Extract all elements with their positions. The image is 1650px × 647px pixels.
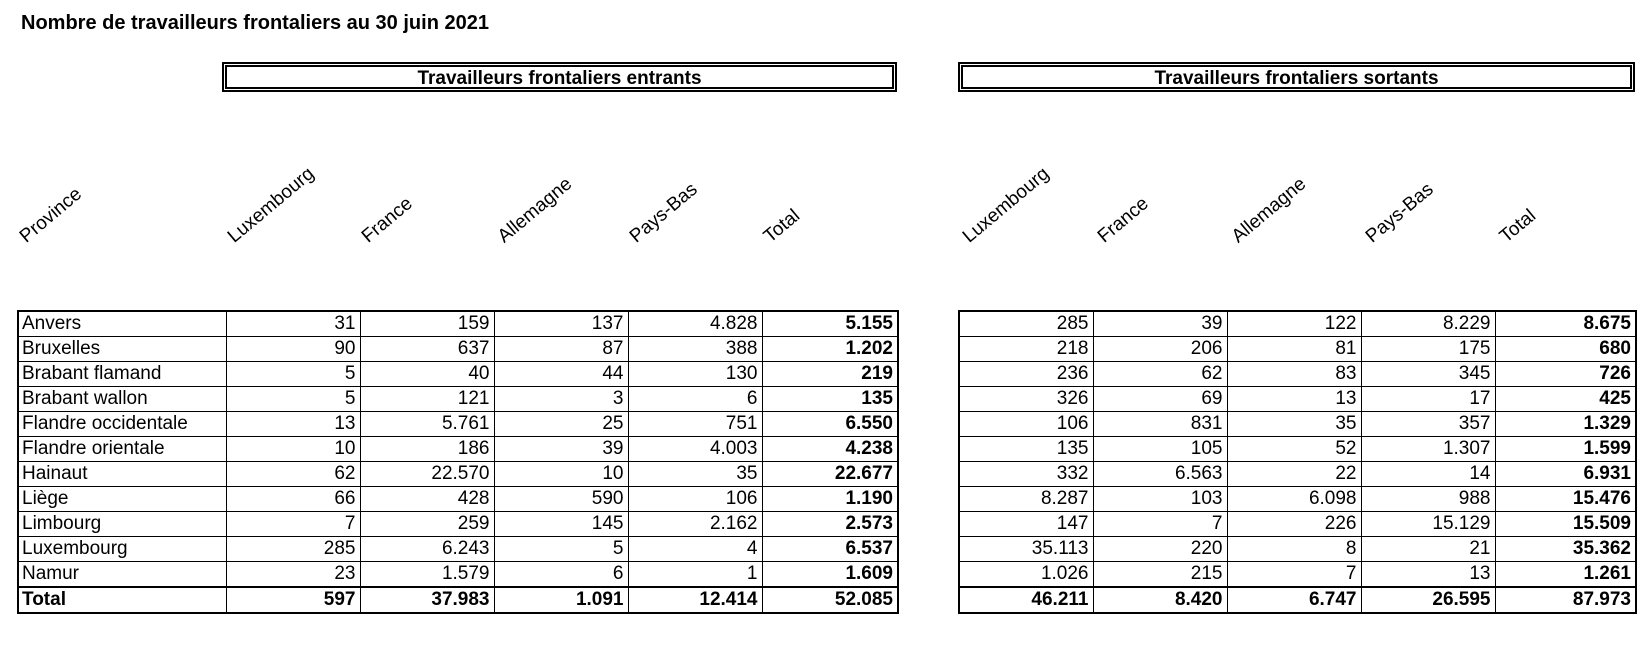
col-header-out-allemagne: Allemagne (1227, 173, 1311, 248)
value-cell: 345 (1361, 362, 1495, 387)
value-cell: 215 (1093, 562, 1227, 588)
table-row (18, 437, 898, 462)
value-cell: 326 (959, 387, 1093, 412)
value-cell: 6 (628, 387, 762, 412)
value-cell: 106 (959, 412, 1093, 437)
total-cell: 1.609 (762, 562, 898, 588)
total-cell: 219 (762, 362, 898, 387)
col-header-out-total: Total (1495, 205, 1541, 248)
value-cell: 5 (226, 387, 360, 412)
table-row (18, 337, 898, 362)
value-cell: 4 (628, 537, 762, 562)
col-header-in-total: Total (759, 205, 805, 248)
value-cell: 7 (1227, 562, 1361, 588)
value-cell: 103 (1093, 487, 1227, 512)
table-row (18, 512, 898, 537)
province-cell: Namur (18, 562, 226, 588)
col-header-in-france: France (357, 193, 417, 248)
value-cell: 357 (1361, 412, 1495, 437)
value-cell: 751 (628, 412, 762, 437)
value-cell: 66 (226, 487, 360, 512)
table-row (959, 462, 1636, 487)
value-cell: 7 (1093, 512, 1227, 537)
table-row (959, 387, 1636, 412)
value-cell: 39 (494, 437, 628, 462)
total-cell: 6.931 (1495, 462, 1636, 487)
value-cell: 2.162 (628, 512, 762, 537)
value-cell: 159 (360, 311, 494, 337)
value-cell: 218 (959, 337, 1093, 362)
value-cell: 90 (226, 337, 360, 362)
value-cell: 22 (1227, 462, 1361, 487)
value-cell: 5 (494, 537, 628, 562)
value-cell: 332 (959, 462, 1093, 487)
table-row (18, 462, 898, 487)
value-cell: 220 (1093, 537, 1227, 562)
province-cell: Brabant flamand (18, 362, 226, 387)
table-row (18, 562, 898, 588)
value-cell: 4.828 (628, 311, 762, 337)
total-cell: 8.675 (1495, 311, 1636, 337)
total-cell: 15.509 (1495, 512, 1636, 537)
province-cell: Flandre occidentale (18, 412, 226, 437)
value-cell: 8 (1227, 537, 1361, 562)
value-cell: 7 (226, 512, 360, 537)
value-cell: 831 (1093, 412, 1227, 437)
value-cell: 62 (1093, 362, 1227, 387)
value-cell: 130 (628, 362, 762, 387)
total-cell: 22.677 (762, 462, 898, 487)
value-cell: 62 (226, 462, 360, 487)
value-cell: 87 (494, 337, 628, 362)
value-cell: 5 (226, 362, 360, 387)
total-cell: 680 (1495, 337, 1636, 362)
value-cell: 175 (1361, 337, 1495, 362)
total-label: Total (18, 587, 226, 613)
table-row (18, 537, 898, 562)
table-row (959, 437, 1636, 462)
table-row (959, 562, 1636, 588)
total-row (18, 587, 898, 613)
total-value-cell: 26.595 (1361, 587, 1495, 613)
total-cell: 5.155 (762, 311, 898, 337)
value-cell: 147 (959, 512, 1093, 537)
value-cell: 388 (628, 337, 762, 362)
value-cell: 8.229 (1361, 311, 1495, 337)
value-cell: 10 (226, 437, 360, 462)
value-cell: 44 (494, 362, 628, 387)
value-cell: 4.003 (628, 437, 762, 462)
value-cell: 6.563 (1093, 462, 1227, 487)
value-cell: 8.287 (959, 487, 1093, 512)
value-cell: 186 (360, 437, 494, 462)
table-row (959, 337, 1636, 362)
value-cell: 206 (1093, 337, 1227, 362)
total-value-cell: 1.091 (494, 587, 628, 613)
value-cell: 226 (1227, 512, 1361, 537)
col-header-out-paysbas: Pays-Bas (1361, 178, 1438, 248)
value-cell: 122 (1227, 311, 1361, 337)
total-cell: 135 (762, 387, 898, 412)
total-value-cell: 597 (226, 587, 360, 613)
total-cell: 1.261 (1495, 562, 1636, 588)
value-cell: 105 (1093, 437, 1227, 462)
value-cell: 13 (226, 412, 360, 437)
value-cell: 13 (1227, 387, 1361, 412)
value-cell: 40 (360, 362, 494, 387)
value-cell: 1.307 (1361, 437, 1495, 462)
total-value-cell: 52.085 (762, 587, 898, 613)
total-cell: 35.362 (1495, 537, 1636, 562)
table-row (959, 362, 1636, 387)
value-cell: 52 (1227, 437, 1361, 462)
value-cell: 121 (360, 387, 494, 412)
value-cell: 988 (1361, 487, 1495, 512)
table-row (18, 412, 898, 437)
total-cell: 4.238 (762, 437, 898, 462)
value-cell: 1.026 (959, 562, 1093, 588)
value-cell: 31 (226, 311, 360, 337)
value-cell: 637 (360, 337, 494, 362)
total-cell: 726 (1495, 362, 1636, 387)
total-value-cell: 37.983 (360, 587, 494, 613)
total-cell: 6.537 (762, 537, 898, 562)
value-cell: 10 (494, 462, 628, 487)
value-cell: 145 (494, 512, 628, 537)
sortants-table (958, 310, 1637, 614)
value-cell: 35 (1227, 412, 1361, 437)
total-value-cell: 8.420 (1093, 587, 1227, 613)
total-cell: 2.573 (762, 512, 898, 537)
value-cell: 137 (494, 311, 628, 337)
value-cell: 25 (494, 412, 628, 437)
value-cell: 6.098 (1227, 487, 1361, 512)
group-header-entrants: Travailleurs frontaliers entrants (222, 62, 897, 92)
table-row (959, 412, 1636, 437)
col-header-in-paysbas: Pays-Bas (625, 178, 702, 248)
value-cell: 106 (628, 487, 762, 512)
table-row (959, 537, 1636, 562)
value-cell: 285 (226, 537, 360, 562)
group-header-sortants: Travailleurs frontaliers sortants (958, 62, 1635, 92)
province-cell: Brabant wallon (18, 387, 226, 412)
value-cell: 590 (494, 487, 628, 512)
value-cell: 35.113 (959, 537, 1093, 562)
total-value-cell: 6.747 (1227, 587, 1361, 613)
value-cell: 5.761 (360, 412, 494, 437)
col-header-province: Province (15, 183, 86, 248)
value-cell: 14 (1361, 462, 1495, 487)
province-cell: Anvers (18, 311, 226, 337)
page-title: Nombre de travailleurs frontaliers au 30 juin 2021 (21, 12, 489, 34)
total-value-cell: 87.973 (1495, 587, 1636, 613)
value-cell: 3 (494, 387, 628, 412)
value-cell: 81 (1227, 337, 1361, 362)
province-cell: Limbourg (18, 512, 226, 537)
col-header-in-luxembourg: Luxembourg (223, 163, 319, 248)
total-cell: 425 (1495, 387, 1636, 412)
value-cell: 6 (494, 562, 628, 588)
table-row (959, 512, 1636, 537)
table-row (959, 487, 1636, 512)
province-cell: Luxembourg (18, 537, 226, 562)
table-row (18, 362, 898, 387)
value-cell: 428 (360, 487, 494, 512)
value-cell: 1.579 (360, 562, 494, 588)
value-cell: 23 (226, 562, 360, 588)
total-cell: 1.329 (1495, 412, 1636, 437)
value-cell: 83 (1227, 362, 1361, 387)
total-value-cell: 46.211 (959, 587, 1093, 613)
value-cell: 259 (360, 512, 494, 537)
value-cell: 17 (1361, 387, 1495, 412)
value-cell: 285 (959, 311, 1093, 337)
value-cell: 15.129 (1361, 512, 1495, 537)
value-cell: 1 (628, 562, 762, 588)
total-cell: 1.202 (762, 337, 898, 362)
value-cell: 35 (628, 462, 762, 487)
province-cell: Bruxelles (18, 337, 226, 362)
total-cell: 15.476 (1495, 487, 1636, 512)
total-value-cell: 12.414 (628, 587, 762, 613)
province-cell: Liège (18, 487, 226, 512)
value-cell: 39 (1093, 311, 1227, 337)
table-row (18, 387, 898, 412)
col-header-out-france: France (1093, 193, 1153, 248)
province-cell: Hainaut (18, 462, 226, 487)
value-cell: 6.243 (360, 537, 494, 562)
table-row (18, 311, 898, 337)
province-cell: Flandre orientale (18, 437, 226, 462)
value-cell: 21 (1361, 537, 1495, 562)
table-row (18, 487, 898, 512)
total-row (959, 587, 1636, 613)
total-cell: 1.190 (762, 487, 898, 512)
table-row (959, 311, 1636, 337)
col-header-out-luxembourg: Luxembourg (958, 163, 1054, 248)
value-cell: 22.570 (360, 462, 494, 487)
value-cell: 13 (1361, 562, 1495, 588)
entrants-table (17, 310, 899, 614)
value-cell: 69 (1093, 387, 1227, 412)
value-cell: 135 (959, 437, 1093, 462)
col-header-in-allemagne: Allemagne (493, 173, 577, 248)
value-cell: 236 (959, 362, 1093, 387)
total-cell: 1.599 (1495, 437, 1636, 462)
total-cell: 6.550 (762, 412, 898, 437)
